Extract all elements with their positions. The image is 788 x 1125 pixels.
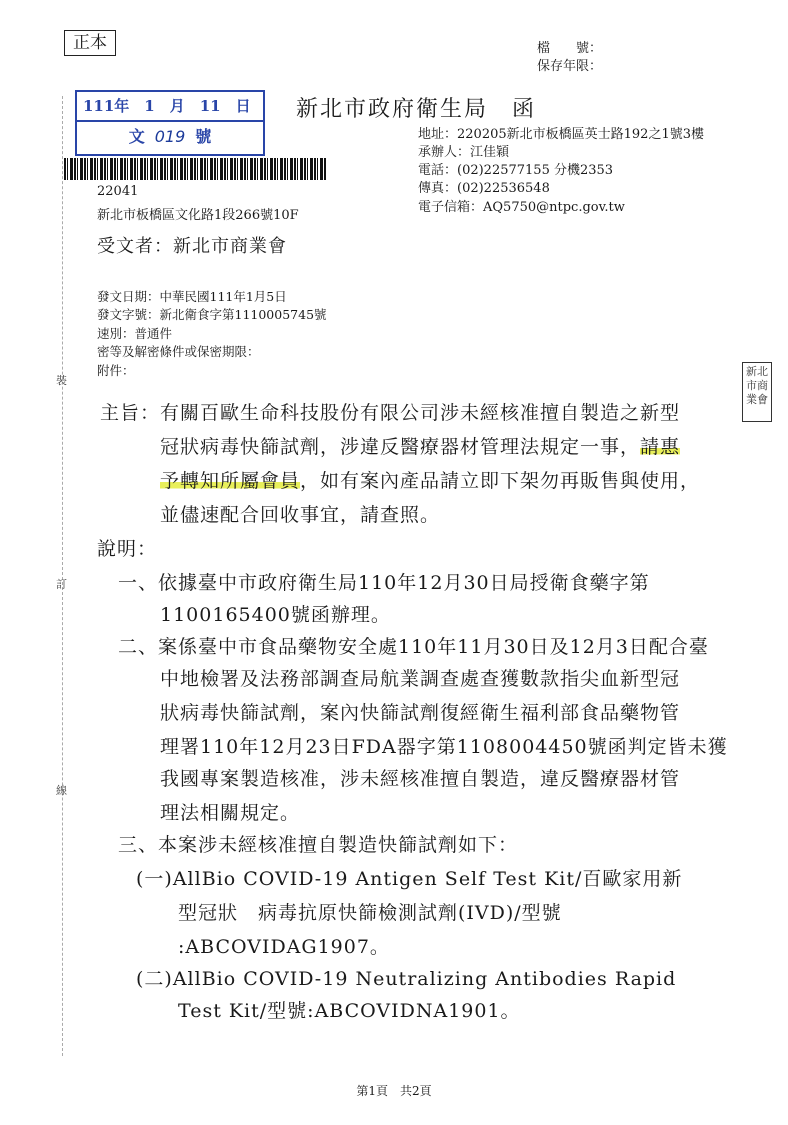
recipient: 受文者：新北市商業會 xyxy=(97,236,287,257)
explanation-label: 說明： xyxy=(97,538,158,560)
stamp-doc-number xyxy=(77,122,263,152)
agency-fax: 傳真：(02)22536548 xyxy=(418,181,550,196)
subject-line: 並儘速配合回收事宜，請查照。 xyxy=(160,504,441,526)
stamp-date: 111年 1 月 11 日 xyxy=(77,92,263,122)
subject-text: 冠狀病毒快篩試劑，涉違反醫療器材管理法規定一事， xyxy=(160,436,641,458)
explanation-item-2: 二、案係臺中市食品藥物安全處110年11月30日及12月3日配合臺 xyxy=(118,636,709,658)
highlighted-text: 予轉知所屬會員 xyxy=(160,470,301,492)
explanation-item-2-cont: 我國專案製造核准，涉未經核准擅自製造，違反醫療器材管 xyxy=(160,768,681,790)
subject-text: ，如有案內產品請立即下架勿再販售與使用， xyxy=(300,470,701,492)
issue-date: 發文日期：中華民國111年1月5日 xyxy=(97,289,287,304)
product-item-2: (二)AllBio COVID-19 Neutralizing Antibodies Rapid xyxy=(136,968,677,990)
agency-address: 地址：220205新北市板橋區英士路192之1號3樓 xyxy=(418,127,704,142)
postal-code: 22041 xyxy=(97,184,139,199)
delivery-speed: 速別：普通件 xyxy=(97,326,173,341)
product-item-1-cont: :ABCOVIDAG1907。 xyxy=(178,936,390,958)
explanation-item-2-cont: 中地檢署及法務部調查局航業調查處查獲數款指尖血新型冠 xyxy=(160,668,681,690)
agency-phone: 電話：(02)22577155 分機2353 xyxy=(418,163,614,178)
product-item-1: (一)AllBio COVID-19 Antigen Self Test Kit/百歐家用新 xyxy=(136,868,683,890)
stamp-handwritten-number: 019 xyxy=(154,127,186,146)
received-stamp xyxy=(75,90,265,156)
secrecy-level: 密等及解密條件或保密期限： xyxy=(97,344,260,359)
explanation-item-2-cont: 狀病毒快篩試劑，案內快篩試劑復經衛生福利部食品藥物管 xyxy=(160,702,681,724)
agency-title: 新北市政府衛生局 函 xyxy=(296,97,537,122)
explanation-item-2-cont: 理法相關規定。 xyxy=(160,802,301,824)
retention-period-label: 保存年限： xyxy=(536,59,602,74)
archive-number-label: 檔 號： xyxy=(536,41,602,56)
agency-handler: 承辦人：江佳穎 xyxy=(418,145,510,160)
attachment: 附件： xyxy=(97,363,135,378)
stamp-doc-prefix: 文 xyxy=(128,127,145,146)
binding-mark-ding: 訂 xyxy=(56,578,67,591)
page-number: 第1頁 共2頁 xyxy=(356,1084,432,1098)
explanation-item-2-cont: 理署110年12月23日FDA器字第1108004450號函判定皆未獲 xyxy=(160,736,728,758)
explanation-item-1: 一、依據臺中市政府衛生局110年12月30日局授衛食藥字第 xyxy=(118,572,650,594)
highlighted-text: 請惠 xyxy=(640,436,681,458)
barcode xyxy=(64,158,326,180)
subject-line xyxy=(160,430,680,464)
agency-email: 電子信箱：AQ5750@ntpc.gov.tw xyxy=(418,200,625,215)
side-seal: 新北市商業會 xyxy=(742,362,772,422)
recipient-address: 新北市板橋區文化路1段266號10F xyxy=(97,208,299,223)
binding-mark-zhuang: 裝 xyxy=(56,374,67,387)
copy-label: 正本 xyxy=(64,30,116,56)
subject-line: 有關百歐生命科技股份有限公司涉未經核准擅自製造之新型 xyxy=(160,402,681,424)
product-item-2-cont: Test Kit/型號:ABCOVIDNA1901。 xyxy=(178,1000,521,1022)
explanation-item-3: 三、本案涉未經核准擅自製造快篩試劑如下： xyxy=(118,834,519,856)
issue-doc-number: 發文字號：新北衛食字第1110005745號 xyxy=(97,307,327,322)
stamp-doc-suffix: 號 xyxy=(195,127,212,146)
explanation-item-1-cont: 1100165400號函辦理。 xyxy=(160,604,391,626)
subject-line xyxy=(160,464,700,498)
binding-mark-xian: 線 xyxy=(56,784,67,797)
subject-label: 主旨： xyxy=(100,402,161,424)
product-item-1-cont: 型冠狀 病毒抗原快篩檢測試劑(IVD)/型號 xyxy=(178,902,562,924)
